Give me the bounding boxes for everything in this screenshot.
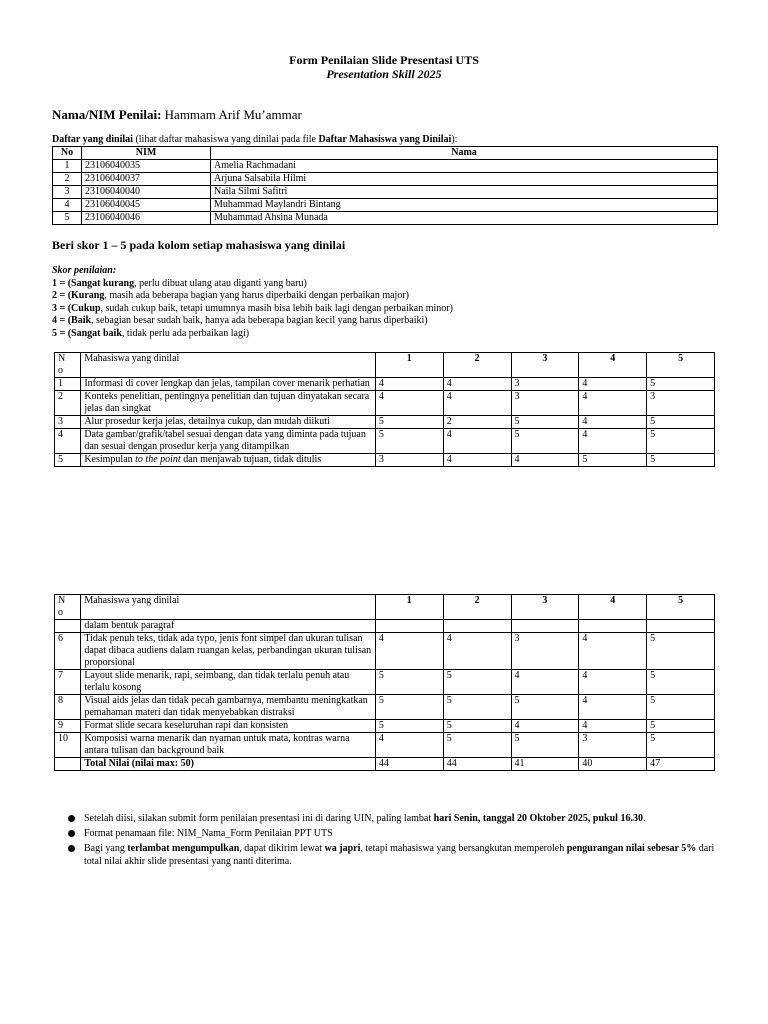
header-score-1: 1	[375, 353, 443, 378]
score-cell-5: 5	[647, 720, 715, 733]
daftar-label-end: ):	[451, 134, 458, 145]
score-cell-5: 5	[647, 670, 715, 695]
criteria-no: 10	[55, 733, 81, 758]
skor-level: Cukup	[71, 302, 101, 314]
criteria-row	[55, 378, 715, 391]
total-row	[55, 758, 715, 771]
criteria-text	[81, 454, 376, 467]
skor-legend	[52, 265, 453, 341]
total-score-1: 44	[375, 758, 443, 771]
header-score-5: 5	[647, 595, 715, 620]
row-no: 1	[53, 160, 82, 173]
score-cell-1: 4	[375, 391, 443, 416]
header-nama: Nama	[211, 147, 718, 160]
bullet-icon	[68, 845, 75, 852]
bullet-icon	[68, 830, 75, 837]
score-cell-4: 3	[579, 733, 647, 758]
score-cell-4: 4	[579, 378, 647, 391]
penilai-label: Nama/NIM Penilai:	[52, 107, 162, 122]
score-cell-2: 4	[443, 454, 511, 467]
score-header-row	[55, 595, 715, 620]
criteria-text: Format slide secara keseluruhan rapi dan konsisten	[81, 720, 376, 733]
score-cell-4: 4	[579, 391, 647, 416]
score-header-row	[55, 353, 715, 378]
row-nim: 23106040040	[82, 186, 211, 199]
score-cell-2: 5	[443, 733, 511, 758]
score-cell-1: 3	[375, 454, 443, 467]
skor-num: 2 = (	[52, 290, 72, 302]
empty-cell	[375, 620, 443, 633]
criteria-row	[55, 720, 715, 733]
skor-level: Sangat kurang	[71, 277, 135, 289]
score-cell-5: 5	[647, 429, 715, 454]
skor-level: Baik	[71, 315, 92, 327]
score-cell-3: 5	[511, 695, 579, 720]
criteria-text: Layout slide menarik, rapi, seimbang, dan tidak terlalu penuh atau terlalu kosong	[81, 670, 376, 695]
daftar-table	[52, 146, 718, 225]
score-cell-2: 4	[443, 391, 511, 416]
empty-cell	[511, 620, 579, 633]
criteria-text-part: dan menjawab tujuan, tidak ditulis	[180, 454, 322, 465]
skor-desc: , sudah cukup baik, tetapi umumnya masih bisa lebih baik lagi dengan perbaikan minor)	[100, 302, 453, 314]
total-score-2: 44	[443, 758, 511, 771]
score-cell-3: 3	[511, 633, 579, 670]
score-cell-4: 4	[579, 670, 647, 695]
criteria-text-italic: to the point	[135, 454, 181, 465]
criteria-no: 9	[55, 720, 81, 733]
score-cell-5: 5	[647, 695, 715, 720]
header-score-2: 2	[443, 353, 511, 378]
criteria-text: Data gambar/grafik/tabel sesuai dengan data yang diminta pada tujuan dan sesuai dengan prosedur kerja yang ditampilkan	[81, 429, 376, 454]
skor-num: 4 = (	[52, 315, 72, 327]
skor-item	[52, 328, 453, 341]
empty-cell	[647, 620, 715, 633]
skor-num: 5 = (	[52, 327, 72, 339]
note-text: Setelah diisi, silakan submit form penilaian presentasi ini di daring UIN, paling lambat	[84, 813, 434, 824]
empty-cell	[579, 620, 647, 633]
score-cell-4: 4	[579, 633, 647, 670]
criteria-row	[55, 454, 715, 467]
score-cell-2: 4	[443, 633, 511, 670]
note-text: wa japri	[324, 843, 361, 854]
form-subtitle: Presentation Skill 2025	[326, 67, 442, 81]
score-cell-4: 4	[579, 429, 647, 454]
criteria-no: 7	[55, 670, 81, 695]
row-no: 2	[53, 173, 82, 186]
score-cell-5: 5	[647, 416, 715, 429]
criteria-no: 3	[55, 416, 81, 429]
score-cell-4: 4	[579, 695, 647, 720]
daftar-row	[53, 186, 718, 199]
total-label: Total Nilai (nilai max: 50)	[81, 758, 376, 771]
criteria-row	[55, 670, 715, 695]
note-text: , tetapi mahasiswa yang bersangkutan memperoleh	[360, 843, 567, 854]
daftar-label: Daftar yang dinilai	[52, 134, 133, 145]
daftar-label-rest: (lihat daftar mahasiswa yang dinilai pada file	[132, 134, 319, 145]
skor-item	[52, 303, 453, 316]
daftar-row	[53, 160, 718, 173]
score-cell-1: 4	[375, 378, 443, 391]
row-no: 5	[53, 212, 82, 225]
score-cell-2: 4	[443, 378, 511, 391]
score-cell-2: 2	[443, 416, 511, 429]
score-cell-5: 5	[647, 454, 715, 467]
daftar-caption	[52, 134, 457, 145]
score-cell-1: 5	[375, 695, 443, 720]
score-cell-5: 5	[647, 378, 715, 391]
daftar-file-name: Daftar Mahasiswa yang Dinilai	[318, 134, 452, 145]
score-cell-2: 4	[443, 429, 511, 454]
skor-item	[52, 290, 453, 303]
form-title: Form Penilaian Slide Presentasi UTS	[289, 53, 479, 67]
notes-list	[68, 812, 718, 870]
skor-desc: , masih ada beberapa bagian yang harus diperbaiki dengan perbaikan major)	[104, 290, 409, 302]
score-cell-4: 4	[579, 720, 647, 733]
score-cell-3: 3	[511, 378, 579, 391]
score-cell-1: 5	[375, 720, 443, 733]
score-cell-3: 4	[511, 454, 579, 467]
row-nama: Muhammad Ahsina Munada	[211, 212, 718, 225]
row-nama: Naila Silmi Safitri	[211, 186, 718, 199]
criteria-no: 2	[55, 391, 81, 416]
note-text: Bagi yang	[84, 843, 128, 854]
empty-cell	[443, 620, 511, 633]
criteria-no: 5	[55, 454, 81, 467]
header-score-1: 1	[375, 595, 443, 620]
criteria-no: 8	[55, 695, 81, 720]
header-nim: NIM	[82, 147, 211, 160]
total-no	[55, 758, 81, 771]
criteria-row	[55, 429, 715, 454]
score-cell-3: 4	[511, 720, 579, 733]
criteria-text: Informasi di cover lengkap dan jelas, tampilan cover menarik perhatian	[81, 378, 376, 391]
criteria-text: Visual aids jelas dan tidak pecah gambarnya, membantu meningkatkan pemahaman materi dan tidak menyebabkan distraksi	[81, 695, 376, 720]
note-text: , dapat dikirim lewat	[239, 843, 325, 854]
row-nim: 23106040045	[82, 199, 211, 212]
note-text: terlambat mengumpulkan	[127, 843, 240, 854]
row-nama: Muhammad Maylandri Bintang	[211, 199, 718, 212]
note-text: pengurangan nilai sebesar 5%	[566, 843, 697, 854]
criteria-no: 4	[55, 429, 81, 454]
row-nama: Arjuna Salsabila Hilmi	[211, 173, 718, 186]
criteria-row	[55, 391, 715, 416]
note-text: .	[642, 813, 646, 824]
note-text: hari Senin, tanggal 20 Oktober 2025, pukul 16.30	[433, 813, 643, 824]
continuation-no	[55, 620, 81, 633]
row-nim: 23106040035	[82, 160, 211, 173]
row-no: 4	[53, 199, 82, 212]
total-score-5: 47	[647, 758, 715, 771]
score-cell-1: 5	[375, 670, 443, 695]
daftar-row	[53, 199, 718, 212]
criteria-row	[55, 416, 715, 429]
skor-desc: , perlu dibuat ulang atau diganti yang baru)	[134, 277, 307, 289]
criteria-text-part: Kesimpulan	[84, 454, 136, 465]
score-cell-5: 3	[647, 391, 715, 416]
skor-num: 1 = (	[52, 277, 72, 289]
criteria-no: 1	[55, 378, 81, 391]
score-cell-3: 5	[511, 416, 579, 429]
score-cell-1: 5	[375, 429, 443, 454]
score-cell-5: 5	[647, 633, 715, 670]
header-no: No	[53, 147, 82, 160]
instruction: Beri skor 1 – 5 pada kolom setiap mahasiswa yang dinilai	[52, 238, 346, 252]
criteria-text: Konteks penelitian, pentingnya penelitian dan tujuan dinyatakan secara jelas dan singkat	[81, 391, 376, 416]
skor-heading: Skor penilaian:	[52, 265, 117, 276]
score-cell-4: 5	[579, 454, 647, 467]
skor-item	[52, 278, 453, 291]
row-no: 3	[53, 186, 82, 199]
skor-item	[52, 315, 453, 328]
penilai-value: Hammam Arif Mu’ammar	[164, 107, 302, 122]
bullet-icon	[68, 815, 75, 822]
score-cell-3: 4	[511, 670, 579, 695]
daftar-row	[53, 173, 718, 186]
score-table-part1	[54, 352, 715, 467]
note-item	[68, 812, 718, 825]
criteria-text: Komposisi warna menarik dan nyaman untuk mata, kontras warna antara tulisan dan background baik	[81, 733, 376, 758]
score-cell-1: 4	[375, 733, 443, 758]
header-score-3: 3	[511, 353, 579, 378]
criteria-row	[55, 633, 715, 670]
criteria-row	[55, 733, 715, 758]
score-cell-4: 4	[579, 416, 647, 429]
header-score-5: 5	[647, 353, 715, 378]
header-mahasiswa: Mahasiswa yang dinilai	[81, 595, 376, 620]
score-cell-2: 5	[443, 695, 511, 720]
score-cell-2: 5	[443, 670, 511, 695]
score-cell-2: 5	[443, 720, 511, 733]
score-table-part2	[54, 594, 715, 771]
header-mahasiswa: Mahasiswa yang dinilai	[81, 353, 376, 378]
skor-desc: , sebagian besar sudah baik, hanya ada beberapa bagian kecil yang harus diperbaiki)	[91, 315, 428, 327]
row-nim: 23106040037	[82, 173, 211, 186]
note-item	[68, 842, 718, 868]
note-item	[68, 827, 718, 840]
header-score-4: 4	[579, 595, 647, 620]
criteria-row	[55, 695, 715, 720]
score-cell-5: 5	[647, 733, 715, 758]
header-score-3: 3	[511, 595, 579, 620]
score-cell-3: 3	[511, 391, 579, 416]
daftar-row	[53, 212, 718, 225]
skor-desc: , tidak perlu ada perbaikan lagi)	[121, 327, 250, 339]
total-score-3: 41	[511, 758, 579, 771]
continuation-text: dalam bentuk paragraf	[81, 620, 376, 633]
skor-num: 3 = (	[52, 302, 72, 314]
criteria-no: 6	[55, 633, 81, 670]
skor-level: Kurang	[71, 290, 105, 302]
note-text: Format penamaan file: NIM_Nama_Form Penilaian PPT UTS	[84, 828, 333, 839]
penilai-line	[52, 107, 302, 123]
header-score-4: 4	[579, 353, 647, 378]
header-no: N o	[55, 353, 81, 378]
score-cell-1: 5	[375, 416, 443, 429]
daftar-header-row	[53, 147, 718, 160]
criteria-text: Tidak penuh teks, tidak ada typo, jenis font simpel dan ukuran tulisan dapat dibaca audiens dalam ruangan kelas, perbandingan ukuran tulisan proporsional	[81, 633, 376, 670]
score-cell-1: 4	[375, 633, 443, 670]
note-text: dari total nilai akhir slide presentasi yang nanti diterima.	[84, 843, 715, 867]
continuation-row	[55, 620, 715, 633]
total-score-4: 40	[579, 758, 647, 771]
criteria-text: Alur prosedur kerja jelas, detailnya cukup, dan mudah diikuti	[81, 416, 376, 429]
score-cell-3: 5	[511, 429, 579, 454]
skor-level: Sangat baik	[71, 327, 122, 339]
row-nama: Amelia Rachmadani	[211, 160, 718, 173]
score-cell-3: 5	[511, 733, 579, 758]
header-score-2: 2	[443, 595, 511, 620]
row-nim: 23106040046	[82, 212, 211, 225]
header-no: N o	[55, 595, 81, 620]
